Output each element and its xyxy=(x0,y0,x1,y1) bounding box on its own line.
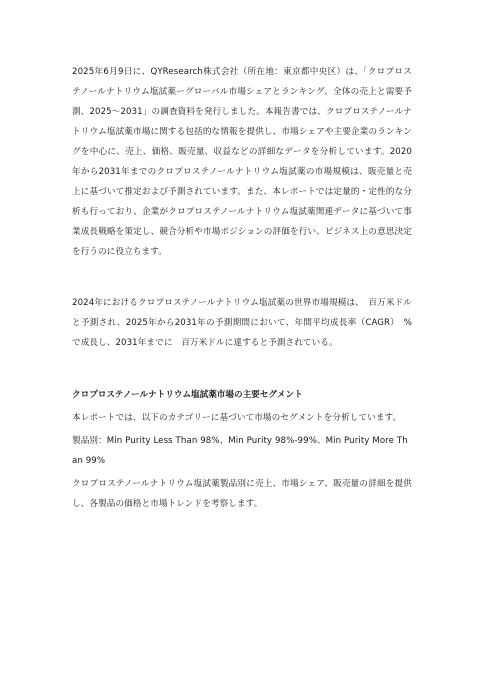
document-body xyxy=(72,62,412,514)
market-size-paragraph: 2024年におけるクロプロステノールナトリウム塩試薬の世界市場規模は、 百万米ドルと予測され、2025年から2031年の予測期間において、年間平均成長率（CAGR） %で成長し、2031年までに 百万米ドルに達すると予測されている。 xyxy=(72,298,412,348)
intro-paragraph: 2025年6月9日に、QYResearch株式会社（所在地：東京都中央区）は、「クロプロステノールナトリウム塩試薬ーグローバル市場シェアとランキング、全体の売上と需要予測、2025〜2031」の調査資料を発行しました。本報告書では、クロプロステノールナトリウム塩試薬市場に関する包括的な情報を提供し、市場シェアや主要企業のランキングを中心に、売上、価格、販売量、収益などの詳細なデータを分析しています。2020年から2031年までのクロプロステノールナトリウム塩試薬の市場規模は、販売量と売上に基づいて推定および予測されています。また、本レポートでは定量的・定性的な分析も行っており、企業がクロプロステノールナトリウム塩試薬関連データに基づいて事業成長戦略を策定し、競合分析や市場ポジションの評価を行い、ビジネス上の意思決定を行うのに役立ちます。 xyxy=(72,67,412,257)
segment-heading: クロプロステノールナトリウム塩試薬市場の主要セグメント xyxy=(72,390,303,400)
segment-detail-paragraph: クロプロステノールナトリウム塩試薬製品別に売上、市場シェア、販売量の詳細を提供し、各製品の価格と市場トレンドを考察します。 xyxy=(72,479,412,509)
segment-intro-paragraph: 本レポートでは、以下のカテゴリーに基づいて市場のセグメントを分析しています。 xyxy=(72,413,402,423)
segment-products-paragraph: 製品別：Min Purity Less Than 98%、Min Purity 98%-99%、Min Purity More Than 99% xyxy=(72,436,408,466)
